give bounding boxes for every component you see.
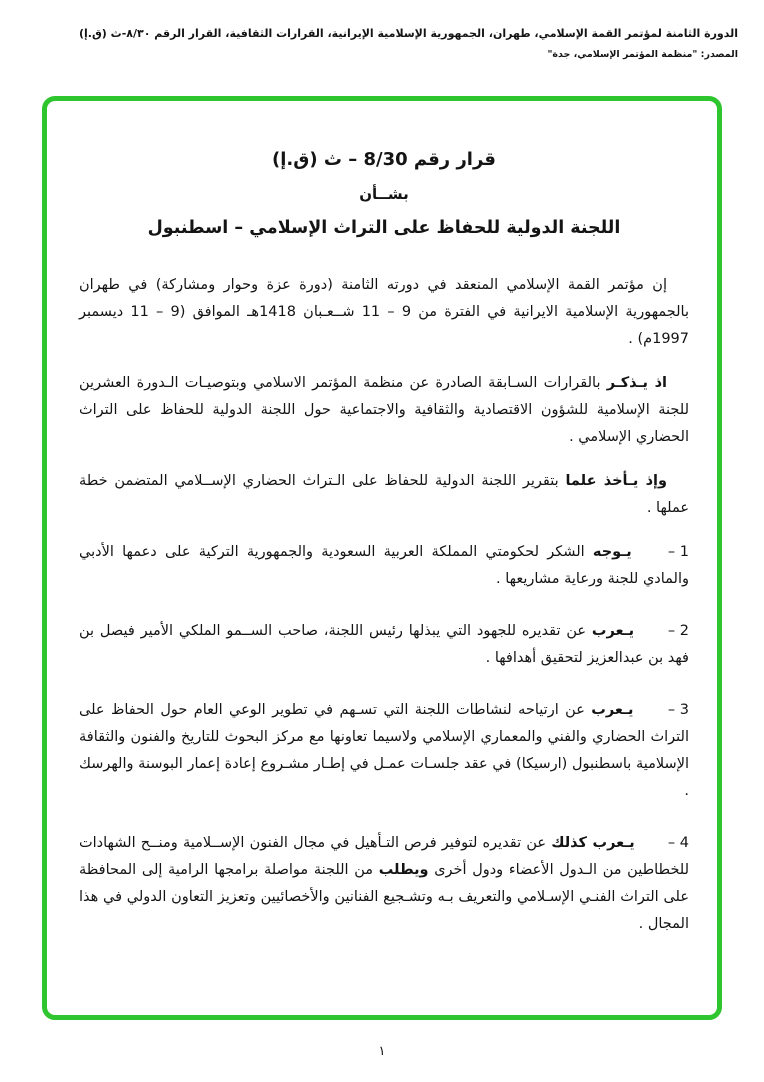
noting-text: بتقرير اللجنة الدولية للحفاظ على الـتراث الحضاري الإســلامي المتضمن خطة عملها . [79,473,689,516]
document-body [47,101,717,1015]
resolution-title-block [79,149,689,238]
noting-lead: وإذ يـأخذ علما [565,473,668,489]
preamble-paragraph [79,272,689,353]
resolution-number: قرار رقم 8/30 – ث (ق.إ) [272,149,496,170]
item-1-text: الشكر لحكومتي المملكة العربية السعودية والجمهورية التركية على دعمها الأدبي والمادي للجنة ورعاية مشاريعها . [79,544,689,587]
item-1-number: 1 – [667,544,690,560]
item-1-lead: يـوجه [592,544,632,560]
resolution-item-4 [79,830,689,938]
resolution-item-3 [79,697,689,805]
item-4-lead: يـعرب كذلك [551,835,635,851]
noting-paragraph [79,468,689,522]
recall-lead: اذ يـذكـر [606,375,667,391]
item-4-number: 4 – [667,835,690,851]
document-frame [42,96,722,1020]
item-2-text: عن تقديره للجهود التي يبذلها رئيس اللجنة، صاحب الســمو الملكي الأمير فيصل بن فهد بن عبدالعزيز لتحقيق أهدافها . [79,623,689,666]
item-3-number: 3 – [667,702,690,718]
recall-text: بالقرارات السـابقة الصادرة عن منظمة المؤتمر الاسلامي وبتوصيـات الـدورة العشرين للجنة الإسلامية للشؤون الاقتصادية والثقافية والاجتماعية حول اللجنة الدولية للحفاظ على التراث الحضاري الإسلامي . [79,375,689,445]
item-3-lead: يـعرب [591,702,634,718]
page-number: ١ [378,1044,386,1059]
recall-paragraph [79,370,689,451]
item-4-request-lead: ويطلب [378,862,429,878]
item-4-text-after: من اللجنة مواصلة برامجها الرامية إلى المحافظة على التراث الفنـي الإسـلامي والتعريف بـه وتشـجيع الفنانين والأخصائيين وتعزيز التعاون الدولي في هذا المجال . [79,862,689,932]
header-source: المصدر: "منظمة المؤتمر الإسلامي، جدة" [547,48,738,60]
resolution-item-2 [79,618,689,672]
item-2-lead: يـعرب [591,623,635,639]
preamble-text: إن مؤتمر القمة الإسلامي المنعقد في دورته الثامنة (دورة عزة وحوار ومشاركة) في طهران بالجمهورية الإسلامية الايرانية في الفترة من 9 – 11 شــعـبان 1418هـ الموافق (9 – 11 ديسمبر 1997م) . [79,277,689,347]
header-citation: الدورة الثامنة لمؤتمر القمة الإسلامي، طهران، الجمهورية الإسلامية الإيرانية، القرارات الثقافية، القرار الرقم ٨/٣٠-ث (ق.إ) [78,27,738,40]
resolution-item-1 [79,539,689,593]
item-2-number: 2 – [667,623,690,639]
resolution-regarding: بشــأن [359,185,409,203]
item-4-text-before: عن تقديره لتوفير فرص التـأهيل في مجال الفنون الإســلامية ومنــح الشهادات للخطاطين من الـدول الأعضاء ودول أخرى [79,835,690,878]
scan-header [26,26,738,60]
resolution-subject: اللجنة الدولية للحفاظ على التراث الإسلامي – اسطنبول [147,218,621,238]
item-3-text: عن ارتياحه لنشاطات اللجنة التي تسـهم في تطوير الوعي العام حول الحفاظ على التراث الحضاري والفني والمعماري الإسلامي ولاسيما تعاونها مع مركز البحوث للتاريخ والفنون والثقافة الإسلامية باسطنبول (ارسيكا) في عقد جلسـات عمـل في إطـار مشـروع إعادة إعمار البوسنة والهرسك . [79,702,689,799]
